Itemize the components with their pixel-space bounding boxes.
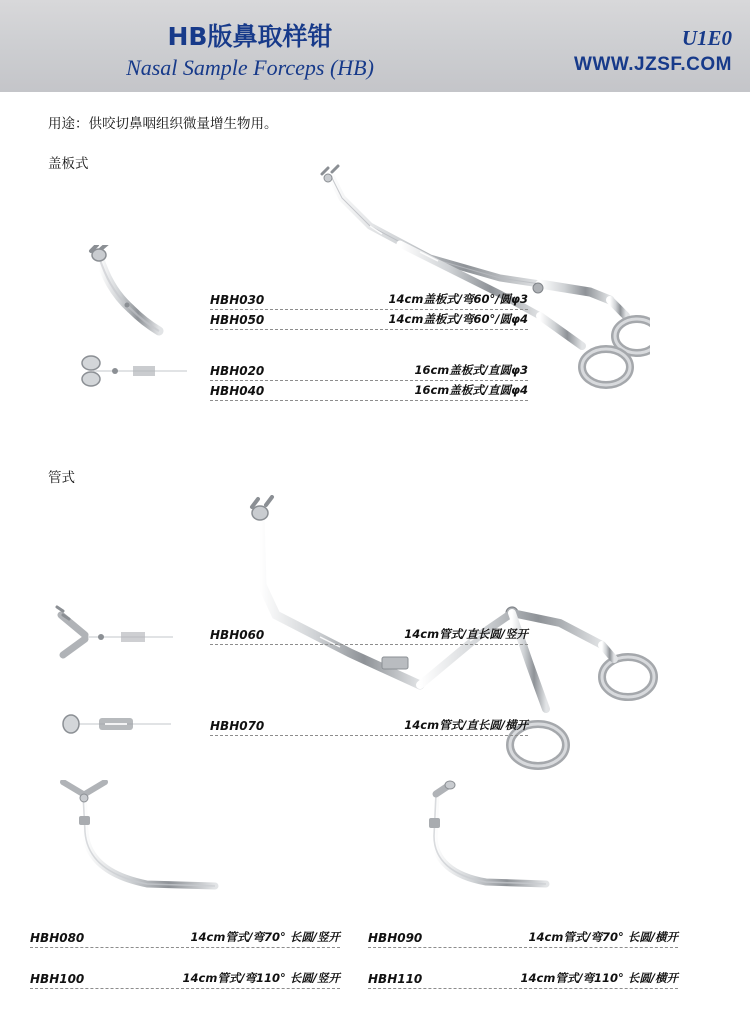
- spec-description: 16cm盖板式/直圆φ3: [414, 363, 528, 377]
- spec-row: [30, 928, 340, 948]
- spec-row: [368, 928, 678, 948]
- spec-description: 14cm管式/直长圆/竖开: [404, 627, 528, 641]
- section-label-tube-type: 管式: [48, 470, 75, 486]
- spec-code: HBH060: [210, 628, 265, 642]
- page-title-english: Nasal Sample Forceps (HB): [126, 55, 374, 80]
- spec-code: HBH040: [210, 384, 265, 398]
- forceps-tip-straight-closeup: [75, 345, 205, 405]
- tube-tip-curved-horizontal: [390, 780, 580, 905]
- spec-code: HBH020: [210, 364, 265, 378]
- spec-description: 14cm盖板式/弯60°/圆φ4: [388, 312, 528, 326]
- spec-description: 14cm管式/弯70° 长圆/竖开: [190, 930, 340, 944]
- spec-row: [210, 625, 528, 645]
- spec-description: 14cm管式/弯110° 长圆/竖开: [182, 971, 340, 985]
- page-title-chinese: HB版鼻取样钳: [167, 22, 333, 51]
- spec-row: [210, 310, 528, 330]
- spec-description: 14cm管式/弯70° 长圆/横开: [528, 930, 678, 944]
- spec-row: [210, 381, 528, 401]
- spec-row: [210, 290, 528, 310]
- spec-code: HBH070: [210, 719, 265, 733]
- tube-tip-vertical-open-closeup: [55, 605, 185, 670]
- product-code: U1E0: [681, 26, 732, 50]
- header-code-block: [574, 26, 732, 77]
- spec-description: 14cm管式/直长圆/横开: [404, 718, 528, 732]
- spec-code: HBH100: [30, 972, 85, 986]
- spec-description: 16cm盖板式/直圆φ4: [414, 383, 528, 397]
- forceps-tip-curved-closeup: [75, 245, 195, 345]
- spec-row: [368, 969, 678, 989]
- spec-code: HBH090: [368, 931, 423, 945]
- header-title-block: [60, 22, 440, 82]
- spec-code: HBH080: [30, 931, 85, 945]
- section-label-cover-type: 盖板式: [48, 156, 89, 172]
- spec-code: HBH030: [210, 293, 265, 307]
- spec-code: HBH110: [368, 972, 423, 986]
- tube-tip-curved-vertical: [55, 780, 245, 905]
- spec-row: [210, 716, 528, 736]
- tube-tip-horizontal-open-closeup: [55, 700, 185, 755]
- usage-text: 用途：供咬切鼻咽组织微量增生物用。: [48, 116, 278, 132]
- spec-description: 14cm盖板式/弯60°/圆φ3: [388, 292, 528, 306]
- spec-row: [30, 969, 340, 989]
- spec-code: HBH050: [210, 313, 265, 327]
- website-url: WWW.JZSF.COM: [574, 54, 732, 75]
- page-header: [0, 0, 750, 92]
- nasal-forceps-tube-type-full: [230, 495, 700, 800]
- spec-row: [210, 361, 528, 381]
- spec-description: 14cm管式/弯110° 长圆/横开: [520, 971, 678, 985]
